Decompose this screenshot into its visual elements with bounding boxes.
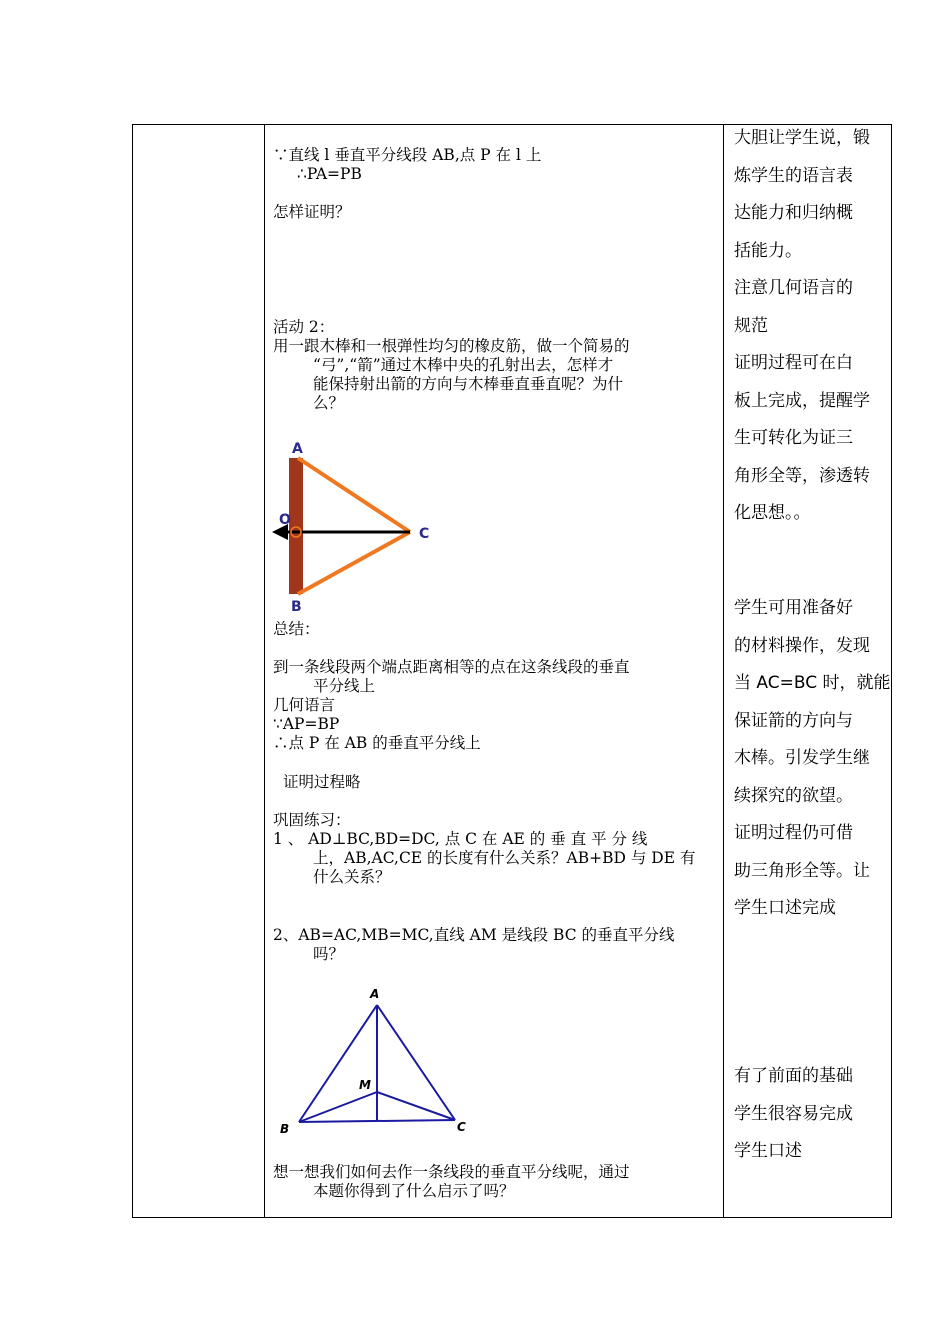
label-o: O — [279, 512, 291, 528]
note-line: 保证箭的方向与 — [734, 710, 853, 731]
note-line: 学生口述完成 — [734, 898, 836, 918]
activity-line-1: 用一跟木棒和一根弹性均匀的橡皮筋，做一个简易的 — [273, 337, 630, 355]
exercise-1-line-3: 什么关系？ — [313, 868, 391, 886]
note-line: 学生很容易完成 — [734, 1103, 853, 1124]
note-line: 证明过程可在白 — [734, 353, 853, 373]
practice-title: 巩固练习： — [273, 811, 351, 829]
notes-block-1 — [734, 120, 886, 533]
note-line: 炼学生的语言表 — [734, 165, 853, 186]
conclusion-statement: ∴PA=PB — [297, 165, 362, 183]
label-a: A — [370, 987, 380, 1001]
given-statement: ∵直线 l 垂直平分线段 AB,点 P 在 l 上 — [273, 146, 542, 164]
notes-block-3 — [734, 1058, 886, 1171]
think-line-1: 想一想我们如何去作一条线段的垂直平分线呢，通过 — [273, 1163, 630, 1181]
segment-mc — [377, 1092, 455, 1120]
segment-mb — [299, 1092, 377, 1122]
summary-title: 总结： — [273, 620, 320, 638]
activity-line-3: 能保持射出箭的方向与木棒垂直垂直呢？为什 — [313, 375, 624, 393]
string-lower — [298, 532, 410, 594]
note-line: 角形全等，渗透转 — [734, 465, 870, 486]
note-line: 化思想。。 — [734, 503, 811, 523]
exercise-2-line-1: 2、AB=AC,MB=MC,直线 AM 是线段 BC 的垂直平分线 — [273, 926, 675, 944]
note-line: 达能力和归纳概 — [734, 203, 853, 223]
wooden-stick — [289, 458, 303, 594]
exercise-1-line-1: 1 、 AD⊥BC,BD=DC, 点 C 在 AE 的 垂 直 平 分 线 — [273, 830, 648, 848]
because-ap-bp: ∵AP=BP — [273, 715, 340, 733]
note-line: 有了前面的基础 — [734, 1066, 853, 1086]
label-b: B — [291, 599, 302, 615]
column-divider-1 — [264, 125, 265, 1217]
note-line: 续探究的欲望。 — [734, 785, 853, 806]
label-c: C — [457, 1120, 466, 1134]
bow-arrow-figure — [268, 436, 438, 616]
note-line: 板上完成，提醒学 — [734, 390, 870, 411]
note-line: 的材料操作，发现 — [734, 635, 870, 656]
note-line: 当 AC=BC 时，就能 — [734, 673, 891, 693]
label-c: C — [419, 526, 430, 542]
therefore-p-on-bisector: ∴点 P 在 AB 的垂直平分线上 — [273, 734, 481, 752]
summary-line-1: 到一条线段两个端点距离相等的点在这条线段的垂直 — [273, 658, 630, 676]
note-line: 学生口述 — [734, 1141, 802, 1161]
exercise-2-line-2: 吗？ — [313, 945, 345, 963]
note-line: 助三角形全等。让 — [734, 860, 870, 881]
activity-line-2: “弓”,“箭”通过木棒中央的孔射出去，怎样才 — [313, 356, 614, 374]
summary-line-2: 平分线上 — [313, 677, 376, 695]
note-line: 木棒。引发学生继 — [734, 748, 870, 768]
proof-omitted: 证明过程略 — [283, 773, 361, 791]
string-upper — [298, 458, 410, 532]
activity-title: 活动 2： — [273, 318, 335, 336]
triangle-figure — [275, 985, 480, 1140]
note-line: 括能力。 — [734, 240, 802, 261]
column-divider-2 — [723, 125, 724, 1217]
note-line: 规范 — [734, 315, 768, 336]
note-line: 生可转化为证三 — [734, 428, 853, 448]
label-m: M — [359, 1078, 371, 1092]
side-ac — [377, 1005, 455, 1120]
note-line: 大胆让学生说，锻 — [734, 128, 870, 148]
side-ab — [299, 1005, 377, 1122]
how-to-prove: 怎样证明？ — [273, 203, 351, 221]
notes-block-2 — [734, 590, 891, 928]
note-line: 注意几何语言的 — [734, 278, 853, 298]
think-line-2: 本题你得到了什么启示了吗？ — [313, 1182, 515, 1200]
note-line: 学生可用准备好 — [734, 598, 853, 618]
note-line: 证明过程仍可借 — [734, 823, 853, 843]
exercise-1-line-2: 上，AB,AC,CE 的长度有什么关系？AB+BD 与 DE 有 — [313, 849, 696, 867]
geometry-language: 几何语言 — [273, 696, 336, 714]
label-b: B — [280, 1122, 290, 1136]
label-a: A — [292, 441, 303, 457]
activity-line-4: 么？ — [313, 394, 345, 412]
